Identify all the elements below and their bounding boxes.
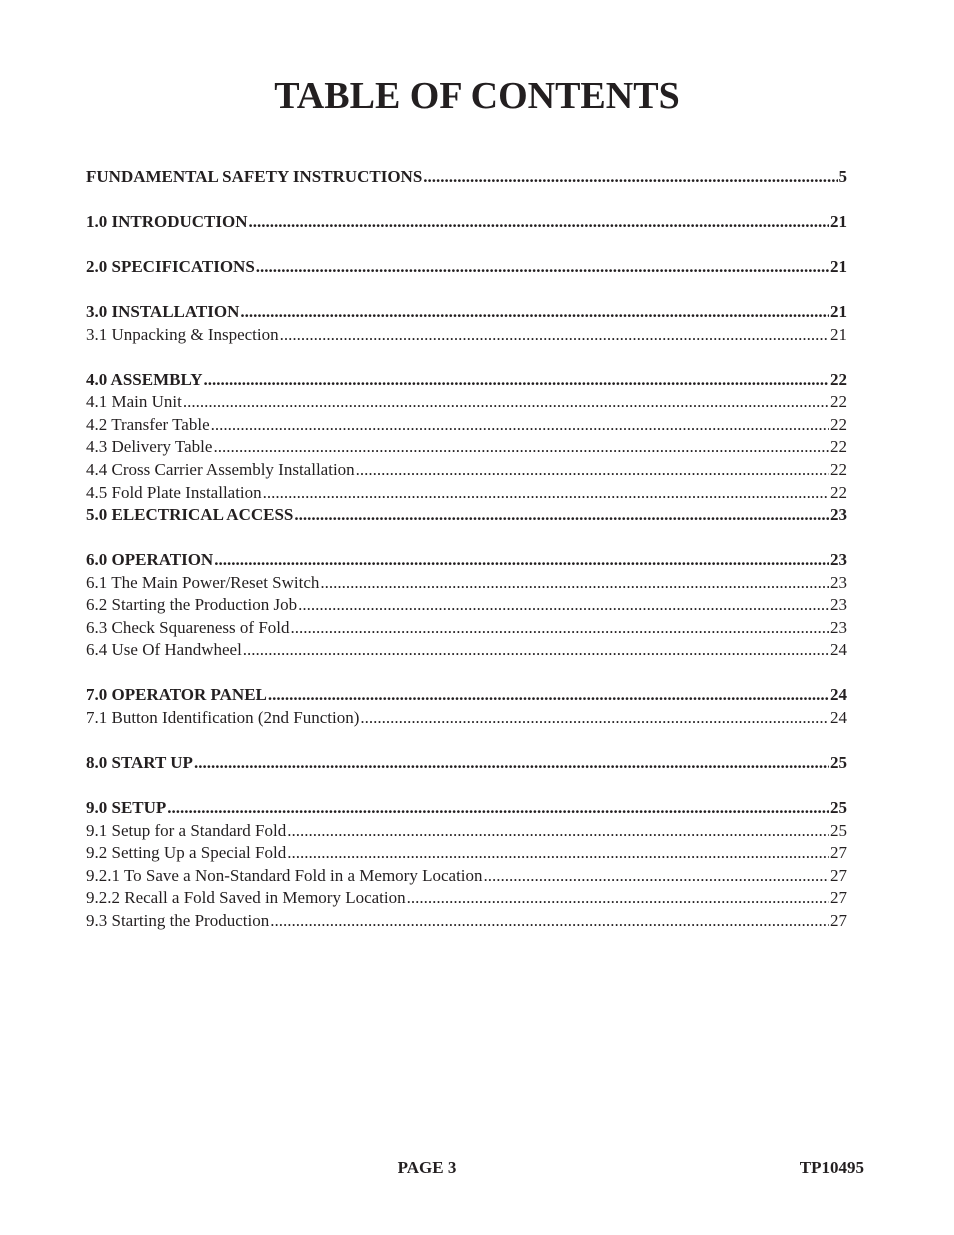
dot-leader	[243, 639, 829, 662]
toc-entry-page: 24	[830, 685, 847, 705]
toc-entry-page: 22	[830, 369, 847, 389]
page-title: TABLE OF CONTENTS	[274, 75, 680, 117]
dot-leader	[423, 166, 837, 189]
page-number: PAGE 3	[397, 1158, 457, 1177]
dot-leader	[263, 482, 829, 505]
toc-entry-page: 22	[830, 482, 847, 502]
toc-entry-page: 25	[830, 753, 847, 773]
toc-entry-label: 4.2 Transfer Table	[86, 414, 210, 434]
toc-entry-label: 6.4 Use Of Handwheel	[86, 640, 242, 660]
dot-leader	[270, 910, 829, 933]
dot-leader	[194, 752, 829, 775]
dot-leader	[211, 414, 829, 437]
toc-entry-label: 7.1 Button Identification (2nd Function)	[86, 708, 360, 728]
toc-entry-cross-carrier[interactable]	[86, 459, 847, 482]
toc-entry-save-fold[interactable]	[86, 865, 847, 888]
toc-entry-recall-fold[interactable]	[86, 887, 847, 910]
toc-entry-label: 9.2.1 To Save a Non-Standard Fold in a Memory Location	[86, 865, 483, 885]
dot-leader	[287, 820, 829, 843]
toc-entry-handwheel[interactable]	[86, 639, 847, 662]
toc-entry-installation[interactable]	[86, 301, 847, 324]
toc-entry-label: FUNDAMENTAL SAFETY INSTRUCTIONS	[86, 167, 423, 186]
toc-entry-page: 27	[830, 910, 847, 930]
toc-entry-electrical-access[interactable]	[86, 504, 847, 527]
dot-leader	[298, 594, 829, 617]
dot-leader	[356, 459, 829, 482]
toc-entry-main-unit[interactable]	[86, 391, 847, 414]
toc-entry-label: 9.1 Setup for a Standard Fold	[86, 820, 287, 840]
toc-entry-power-switch[interactable]	[86, 572, 847, 595]
toc-entry-production-job[interactable]	[86, 594, 847, 617]
toc-entry-page: 21	[830, 301, 847, 321]
toc-entry-page: 25	[830, 798, 847, 817]
toc-entry-page: 24	[830, 708, 847, 728]
toc-entry-page: 25	[830, 820, 847, 840]
toc-entry-fold-plate[interactable]	[86, 482, 847, 505]
toc-entry-label: 9.2.2 Recall a Fold Saved in Memory Location	[86, 888, 406, 908]
dot-leader	[484, 865, 829, 888]
toc-entry-starting-production[interactable]	[86, 910, 847, 933]
dot-leader	[213, 436, 829, 459]
toc-entry-label: 6.2 Starting the Production Job	[86, 595, 298, 615]
dot-leader	[268, 684, 829, 707]
dot-leader	[291, 617, 829, 640]
toc-entry-label: 9.2 Setting Up a Special Fold	[86, 843, 287, 863]
toc-entry-setup[interactable]	[86, 797, 847, 820]
toc-entry-delivery-table[interactable]	[86, 436, 847, 459]
toc-entry-transfer-table[interactable]	[86, 414, 847, 437]
toc-entry-label: 6.1 The Main Power/Reset Switch	[86, 572, 320, 592]
toc-entry-button-identification[interactable]	[86, 707, 847, 730]
toc-entry-start-up[interactable]	[86, 752, 847, 775]
dot-leader	[256, 256, 829, 279]
toc-entry-label: 7.0 OPERATOR PANEL	[86, 685, 267, 705]
dot-leader	[167, 797, 829, 820]
toc-entry-special-fold[interactable]	[86, 842, 847, 865]
dot-leader	[360, 707, 829, 730]
dot-leader	[407, 887, 829, 910]
toc-entry-standard-fold[interactable]	[86, 820, 847, 843]
toc-entry-label: 2.0 SPECIFICATIONS	[86, 256, 255, 276]
toc-entry-label: 9.3 Starting the Production	[86, 910, 270, 930]
toc-entry-label: 3.1 Unpacking & Inspection	[86, 324, 279, 344]
dot-leader	[294, 504, 829, 527]
toc-entry-label: 8.0 START UP	[86, 753, 193, 773]
toc-entry-page: 24	[830, 640, 847, 660]
toc-entry-safety[interactable]	[86, 166, 847, 189]
toc-entry-page: 27	[830, 865, 847, 885]
toc-entry-label: 5.0 ELECTRICAL ACCESS	[86, 505, 294, 525]
dot-leader	[320, 572, 829, 595]
toc-entry-page: 27	[830, 843, 847, 863]
toc-entry-label: 4.5 Fold Plate Installation	[86, 482, 262, 502]
toc-entry-label: 1.0 INTRODUCTION	[86, 211, 248, 231]
toc-entry-operator-panel[interactable]	[86, 684, 847, 707]
toc-entry-unpacking[interactable]	[86, 324, 847, 347]
toc-entry-assembly[interactable]	[86, 369, 847, 392]
toc-entry-page: 22	[830, 459, 847, 479]
dot-leader	[249, 211, 829, 234]
toc-entry-page: 22	[830, 437, 847, 457]
toc-entry-page: 23	[830, 572, 847, 592]
toc-entry-page: 21	[830, 211, 847, 231]
toc-entry-label: 4.4 Cross Carrier Assembly Installation	[86, 459, 355, 479]
dot-leader	[287, 842, 829, 865]
toc-entry-label: 4.3 Delivery Table	[86, 437, 213, 457]
table-of-contents	[86, 166, 847, 933]
toc-entry-introduction[interactable]	[86, 211, 847, 234]
document-code: TP10495	[799, 1158, 864, 1177]
dot-leader	[204, 369, 829, 392]
toc-entry-label: 9.0 SETUP	[86, 798, 167, 817]
toc-entry-label: 4.1 Main Unit	[86, 392, 182, 412]
dot-leader	[183, 391, 829, 414]
toc-entry-label: 3.0 INSTALLATION	[86, 301, 240, 321]
toc-entry-squareness[interactable]	[86, 617, 847, 640]
toc-entry-page: 5	[838, 167, 847, 186]
toc-entry-page: 22	[830, 392, 847, 412]
toc-entry-label: 6.3 Check Squareness of Fold	[86, 617, 290, 637]
toc-entry-page: 21	[830, 324, 847, 344]
dot-leader	[280, 324, 829, 347]
toc-entry-page: 23	[830, 505, 847, 525]
toc-entry-page: 21	[830, 256, 847, 276]
toc-entry-page: 23	[830, 617, 847, 637]
toc-entry-page: 22	[830, 414, 847, 434]
toc-entry-label: 4.0 ASSEMBLY	[86, 369, 203, 389]
toc-entry-page: 23	[830, 595, 847, 615]
toc-entry-operation[interactable]	[86, 549, 847, 572]
toc-entry-page: 23	[830, 550, 847, 570]
dot-leader	[240, 301, 829, 324]
toc-entry-label: 6.0 OPERATION	[86, 550, 214, 570]
dot-leader	[214, 549, 829, 572]
toc-entry-page: 27	[830, 888, 847, 908]
toc-entry-specifications[interactable]	[86, 256, 847, 279]
